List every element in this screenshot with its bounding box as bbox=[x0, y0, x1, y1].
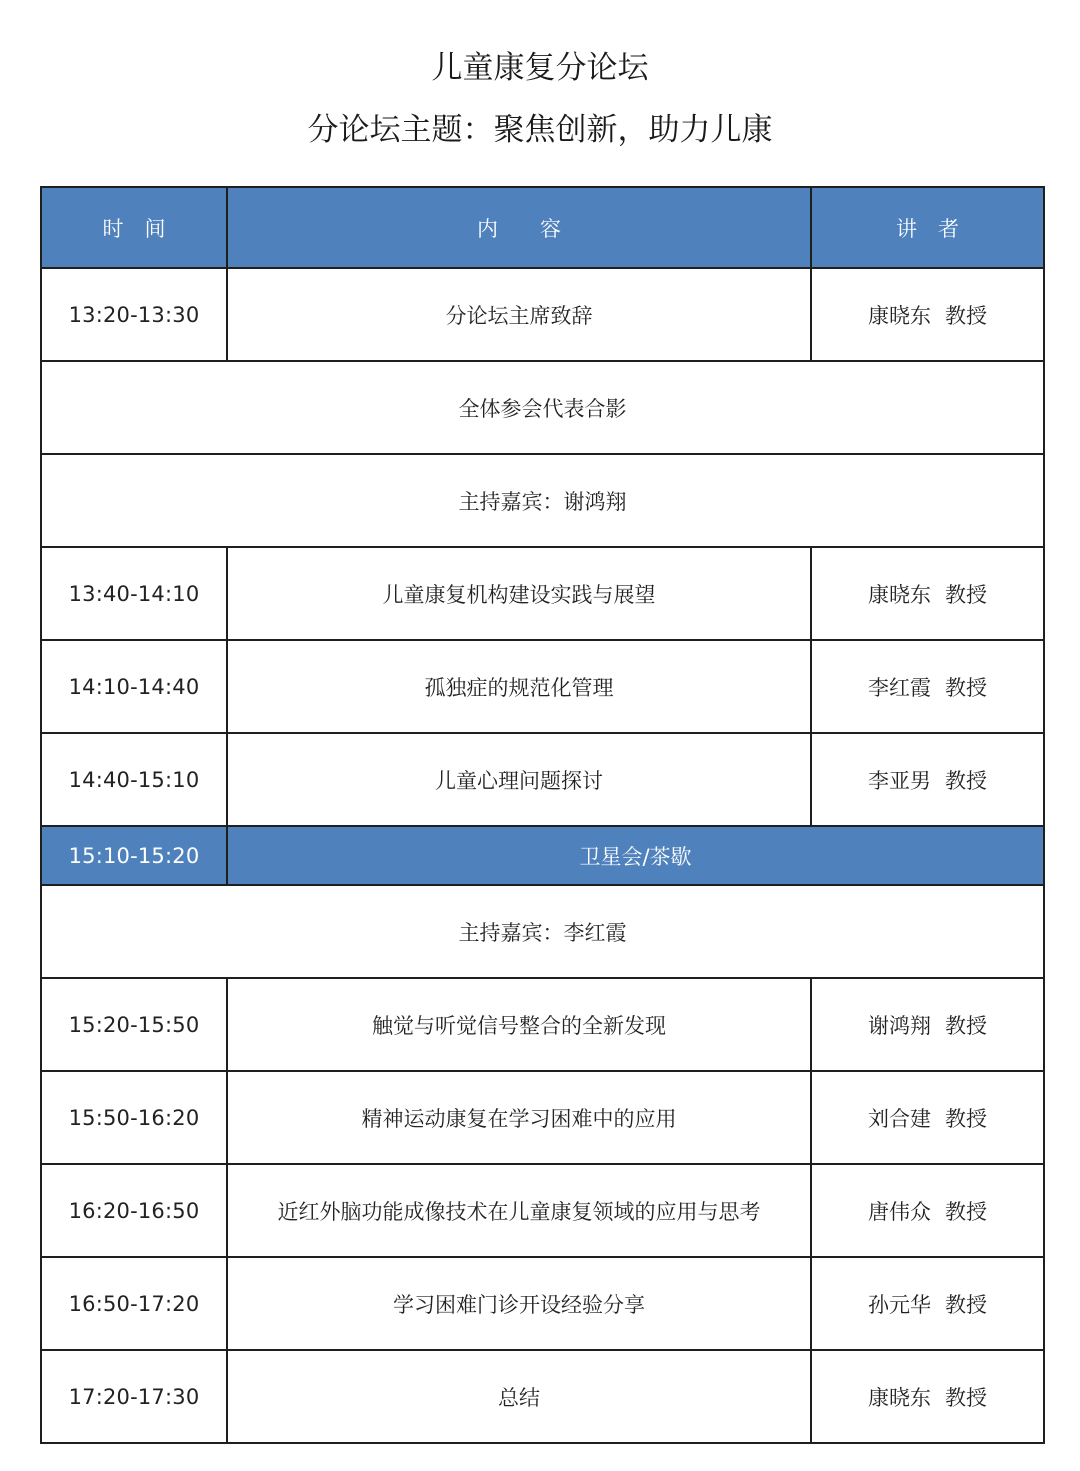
table-row-break bbox=[41, 826, 1044, 885]
break-time: 15:10-15:20 bbox=[41, 826, 227, 885]
session-speaker bbox=[811, 268, 1044, 361]
speaker-title: 教授 bbox=[945, 1199, 987, 1224]
session-content: 触觉与听觉信号整合的全新发现 bbox=[227, 978, 811, 1071]
schedule-table bbox=[40, 186, 1045, 1444]
forum-title: 儿童康复分论坛 bbox=[431, 50, 649, 86]
session-time: 13:20-13:30 bbox=[41, 268, 227, 361]
session-time: 13:40-14:10 bbox=[41, 547, 227, 640]
session-content: 近红外脑功能成像技术在儿童康复领域的应用与思考 bbox=[227, 1164, 811, 1257]
session-content: 孤独症的规范化管理 bbox=[227, 640, 811, 733]
session-content: 总结 bbox=[227, 1350, 811, 1443]
speaker-name: 李红霞 bbox=[868, 675, 931, 700]
speaker-name: 李亚男 bbox=[868, 768, 931, 793]
speaker-title: 教授 bbox=[945, 675, 987, 700]
session-time: 14:10-14:40 bbox=[41, 640, 227, 733]
speaker-name: 唐伟众 bbox=[868, 1199, 931, 1224]
speaker-title: 教授 bbox=[945, 1292, 987, 1317]
speaker-name: 孙元华 bbox=[868, 1292, 931, 1317]
session-speaker bbox=[811, 1257, 1044, 1350]
session-time: 17:20-17:30 bbox=[41, 1350, 227, 1443]
session-content: 学习困难门诊开设经验分享 bbox=[227, 1257, 811, 1350]
table-header-row bbox=[41, 187, 1044, 268]
table-row bbox=[41, 640, 1044, 733]
session-time: 16:50-17:20 bbox=[41, 1257, 227, 1350]
session-speaker bbox=[811, 1164, 1044, 1257]
table-row bbox=[41, 547, 1044, 640]
session-speaker bbox=[811, 547, 1044, 640]
column-header-speaker: 讲 者 bbox=[811, 187, 1044, 268]
session-content: 精神运动康复在学习困难中的应用 bbox=[227, 1071, 811, 1164]
speaker-title: 教授 bbox=[945, 582, 987, 607]
table-row bbox=[41, 1164, 1044, 1257]
host-text: 主持嘉宾：谢鸿翔 bbox=[41, 454, 1044, 547]
session-speaker bbox=[811, 1350, 1044, 1443]
session-content: 儿童心理问题探讨 bbox=[227, 733, 811, 826]
session-speaker bbox=[811, 640, 1044, 733]
column-header-content: 内 容 bbox=[227, 187, 811, 268]
table-row-span bbox=[41, 885, 1044, 978]
session-time: 15:20-15:50 bbox=[41, 978, 227, 1071]
speaker-title: 教授 bbox=[945, 768, 987, 793]
session-speaker bbox=[811, 978, 1044, 1071]
speaker-title: 教授 bbox=[945, 1013, 987, 1038]
host-text: 主持嘉宾：李红霞 bbox=[41, 885, 1044, 978]
session-speaker bbox=[811, 1071, 1044, 1164]
table-row bbox=[41, 733, 1044, 826]
speaker-title: 教授 bbox=[945, 303, 987, 328]
speaker-name: 康晓东 bbox=[868, 582, 931, 607]
table-row bbox=[41, 1257, 1044, 1350]
speaker-name: 康晓东 bbox=[868, 303, 931, 328]
table-row bbox=[41, 1350, 1044, 1443]
speaker-name: 刘合建 bbox=[868, 1106, 931, 1131]
speaker-title: 教授 bbox=[945, 1385, 987, 1410]
speaker-title: 教授 bbox=[945, 1106, 987, 1131]
session-content: 儿童康复机构建设实践与展望 bbox=[227, 547, 811, 640]
session-time: 16:20-16:50 bbox=[41, 1164, 227, 1257]
session-content: 分论坛主席致辞 bbox=[227, 268, 811, 361]
table-row-span bbox=[41, 361, 1044, 454]
table-row bbox=[41, 1071, 1044, 1164]
table-row bbox=[41, 978, 1044, 1071]
span-text: 全体参会代表合影 bbox=[41, 361, 1044, 454]
table-row-span bbox=[41, 454, 1044, 547]
speaker-name: 康晓东 bbox=[868, 1385, 931, 1410]
speaker-name: 谢鸿翔 bbox=[868, 1013, 931, 1038]
table-row bbox=[41, 268, 1044, 361]
session-time: 15:50-16:20 bbox=[41, 1071, 227, 1164]
column-header-time: 时 间 bbox=[41, 187, 227, 268]
session-time: 14:40-15:10 bbox=[41, 733, 227, 826]
session-speaker bbox=[811, 733, 1044, 826]
forum-subtitle: 分论坛主题：聚焦创新，助力儿康 bbox=[307, 112, 773, 148]
break-content: 卫星会/茶歇 bbox=[227, 826, 1044, 885]
